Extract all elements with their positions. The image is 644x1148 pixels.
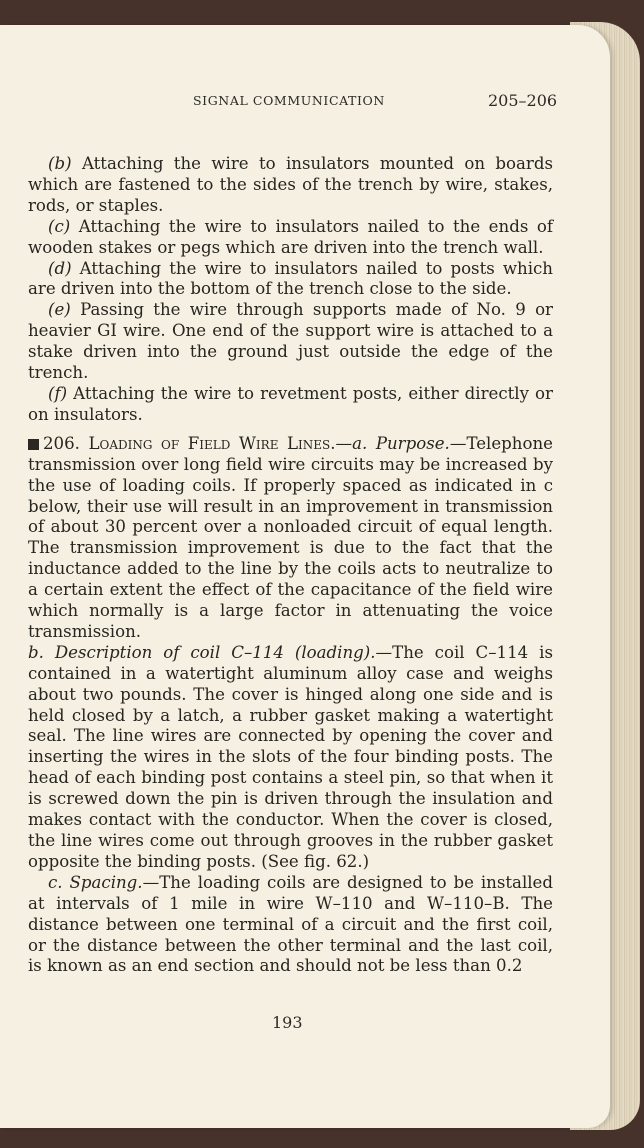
section-206-description	[28, 643, 553, 873]
item-f	[28, 384, 553, 426]
running-head: SIGNAL COMMUNICATION	[193, 93, 385, 108]
description-title: Description of coil C–114 (loading).	[54, 642, 376, 662]
item-c-label: (c)	[48, 216, 71, 236]
item-d-text: Attaching the wire to insulators nailed to posts which are driven into the bottom of the trench close to the side.	[28, 258, 553, 299]
item-e-text: Passing the wire through supports made of No. 9 or heavier GI wire. One end of the support wire is attached to a stake driven into the ground just outside the edge of the trench.	[28, 300, 553, 383]
item-e	[28, 300, 553, 384]
description-text: —The coil C–114 is contained in a watertight aluminum alloy case and weighs about two pounds. The cover is hinged along one side and is held closed by a latch, a rubber gasket making a watertight seal. The line wires are connected by opening the cover and inserting the wires in the slots of the four binding posts. The head of each binding post contains a steel pin, so that when it is screwed down the pin is driven through the insulation and makes contact with the conductor. When the cover is closed, the line wires come out through grooves in the rubber gasket opposite the binding posts. (See fig. 62.)	[28, 642, 553, 871]
purpose-text: —Telephone transmission over long field wire circuits may be increased by the use of loading coils. If properly spaced as indicated in c below, their use will result in an improvement in transmission of about 30 percent over a nonloaded circuit of equal length. The transmission improvement is due to the fact that the inductance added to the line by the coils acts to neutralize to a certain extent the effect of the capacitance of the field wire which normally is a large factor in attenuating the voice transmission.	[28, 433, 553, 641]
section-bullet-icon	[28, 439, 39, 450]
item-d	[28, 259, 553, 301]
description-label: b.	[28, 642, 44, 662]
item-e-label: (e)	[48, 300, 71, 320]
page-number: 193	[272, 1013, 303, 1032]
book-page	[0, 25, 610, 1128]
body-text	[28, 154, 553, 977]
purpose-title: Purpose.	[375, 433, 450, 453]
section-heading: Loading of Field Wire Lines.	[88, 433, 336, 453]
section-206-spacing	[28, 873, 553, 978]
spacing-title: Spacing.	[69, 872, 143, 892]
item-b	[28, 154, 553, 217]
section-number: 206.	[43, 433, 80, 453]
spacing-label: c.	[48, 872, 63, 892]
item-f-text: Attaching the wire to revetment posts, either directly or on insulators.	[28, 383, 553, 424]
purpose-label: a.	[352, 433, 368, 453]
section-206-purpose	[28, 434, 553, 643]
item-c	[28, 217, 553, 259]
item-f-label: (f)	[48, 383, 68, 403]
heading-dash: —	[335, 433, 353, 453]
item-c-text: Attaching the wire to insulators nailed to the ends of wooden stakes or pegs which are driven into the trench wall.	[28, 216, 553, 257]
section-range: 205–206	[488, 91, 558, 110]
item-b-label: (b)	[48, 154, 72, 173]
item-d-label: (d)	[48, 258, 72, 278]
item-b-text: Attaching the wire to insulators mounted on boards which are fastened to the sides of the trench by wire, stakes, rods, or staples.	[28, 154, 553, 215]
spacing-text: —The loading coils are designed to be installed at intervals of 1 mile in wire W–110 and W–110–B. The distance between one terminal of a circuit and the first coil, or the distance between the other terminal and the last coil, is known as an end section and should not be less than 0.2	[28, 872, 553, 976]
